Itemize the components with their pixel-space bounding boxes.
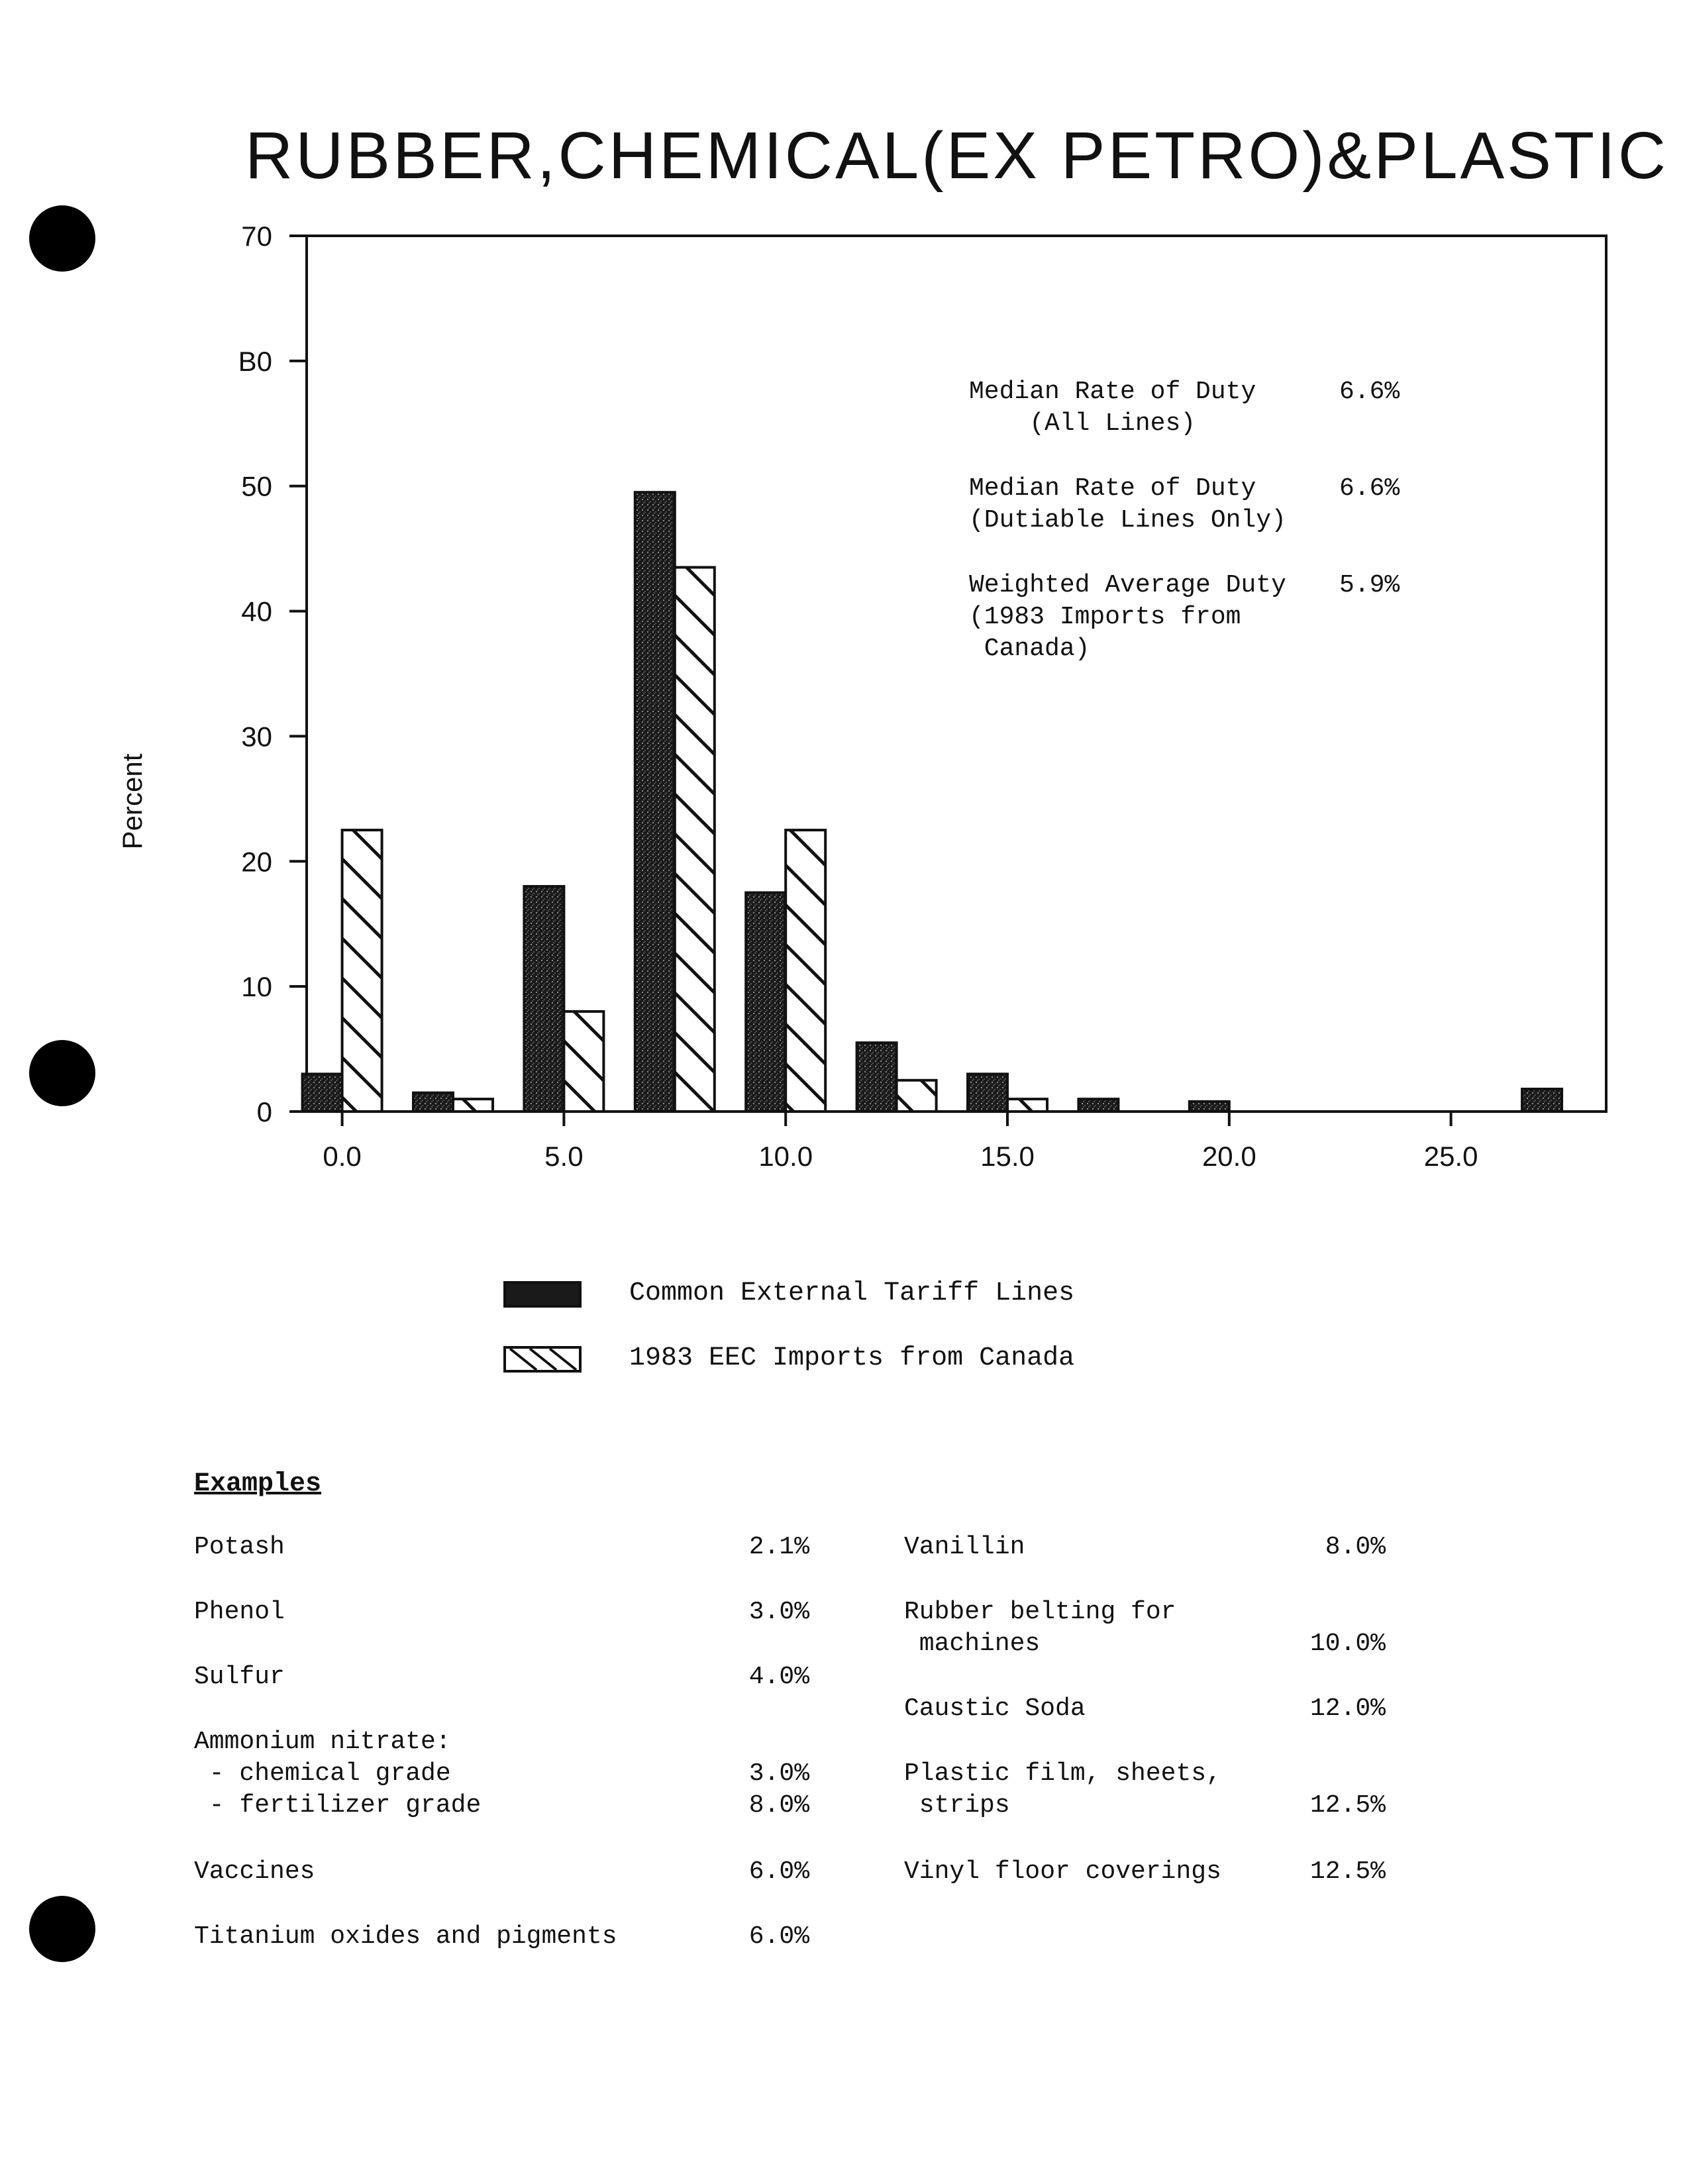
binder-hole-bottom [29,1896,95,1962]
annotation-value: 6.6% [1339,474,1400,503]
annotation-value: 5.9% [1339,571,1400,599]
plot-frame [307,236,1606,1112]
bar-eec-imports-canada [675,567,715,1112]
bar-common-external-tariff [746,893,786,1112]
y-tick-label: B0 [238,345,272,377]
x-tick-label: 20.0 [1201,1141,1256,1172]
x-tick-label: 15.0 [980,1141,1035,1172]
example-label: Plastic film, sheets, strips [904,1759,1221,1820]
y-tick-label: 70 [241,221,272,252]
example-label: Phenol [194,1598,285,1626]
example-value: 10.0% [1309,1630,1386,1658]
legend-label: Common External Tariff Lines [629,1278,1075,1308]
example-value: 12.0% [1309,1694,1386,1723]
bar-common-external-tariff [635,492,675,1112]
example-value: 6.0% [748,1857,809,1886]
example-label: - chemical grade [194,1759,451,1788]
bar-eec-imports-canada [786,830,825,1112]
bar-eec-imports-canada [564,1012,603,1112]
example-value: 8.0% [748,1791,809,1820]
bar-common-external-tariff [1078,1099,1118,1112]
bar-common-external-tariff [1522,1089,1562,1112]
chart-title: RUBBER,CHEMICAL(EX PETRO)&PLASTIC [245,119,1669,193]
bar-common-external-tariff [968,1074,1007,1112]
bar-common-external-tariff [303,1074,342,1112]
x-axis [323,1112,1478,1172]
annotation-value: 6.6% [1339,378,1400,406]
example-label: Vinyl floor coverings [904,1857,1221,1886]
examples-heading: Examples [194,1469,322,1499]
bar-eec-imports-canada [1007,1099,1047,1112]
x-tick-label: 25.0 [1423,1141,1478,1172]
example-value: 4.0% [748,1663,809,1691]
x-tick-label: 10.0 [758,1141,813,1172]
x-tick-label: 0.0 [323,1141,362,1172]
legend-swatch-stipple [503,1281,582,1308]
example-label: Vanillin [904,1533,1025,1561]
example-label: Sulfur [194,1663,285,1691]
example-label: Titanium oxides and pigments [194,1922,617,1951]
y-axis-label: Percent [117,753,148,850]
annotation-label: Weighted Average Duty (1983 Imports from Canada) [969,571,1286,663]
example-label: - fertilizer grade [194,1791,482,1820]
bar-eec-imports-canada [453,1099,493,1112]
y-axis [238,221,307,1127]
example-value: 3.0% [748,1759,809,1788]
example-value: 12.5% [1309,1791,1386,1820]
example-value: 3.0% [748,1598,809,1626]
bar-common-external-tariff [413,1093,453,1112]
example-value: 2.1% [748,1533,809,1561]
x-tick-label: 5.0 [544,1141,584,1172]
example-label: Ammonium nitrate: [194,1728,451,1756]
example-label: Potash [194,1533,285,1561]
y-tick-label: 40 [241,596,272,627]
example-value: 8.0% [1325,1533,1386,1561]
legend-label: 1983 EEC Imports from Canada [629,1343,1075,1373]
example-value: 12.5% [1309,1857,1386,1886]
example-label: Caustic Soda [904,1694,1086,1723]
y-tick-label: 0 [256,1096,272,1127]
bar-eec-imports-canada [342,830,382,1112]
legend-swatch-hatch [503,1346,582,1373]
y-tick-label: 50 [241,470,272,502]
annotation-label: Median Rate of Duty (All Lines) [969,378,1256,438]
y-tick-label: 10 [241,971,272,1003]
example-label: Rubber belting for machines [904,1598,1176,1658]
example-label: Vaccines [194,1857,315,1886]
bar-common-external-tariff [857,1043,897,1112]
y-tick-label: 20 [241,846,272,878]
y-tick-label: 30 [241,721,272,753]
bar-common-external-tariff [1190,1102,1229,1112]
example-value: 6.0% [748,1922,809,1951]
bar-common-external-tariff [524,886,564,1112]
annotation-label: Median Rate of Duty (Dutiable Lines Only) [969,474,1286,535]
bar-eec-imports-canada [897,1080,937,1112]
